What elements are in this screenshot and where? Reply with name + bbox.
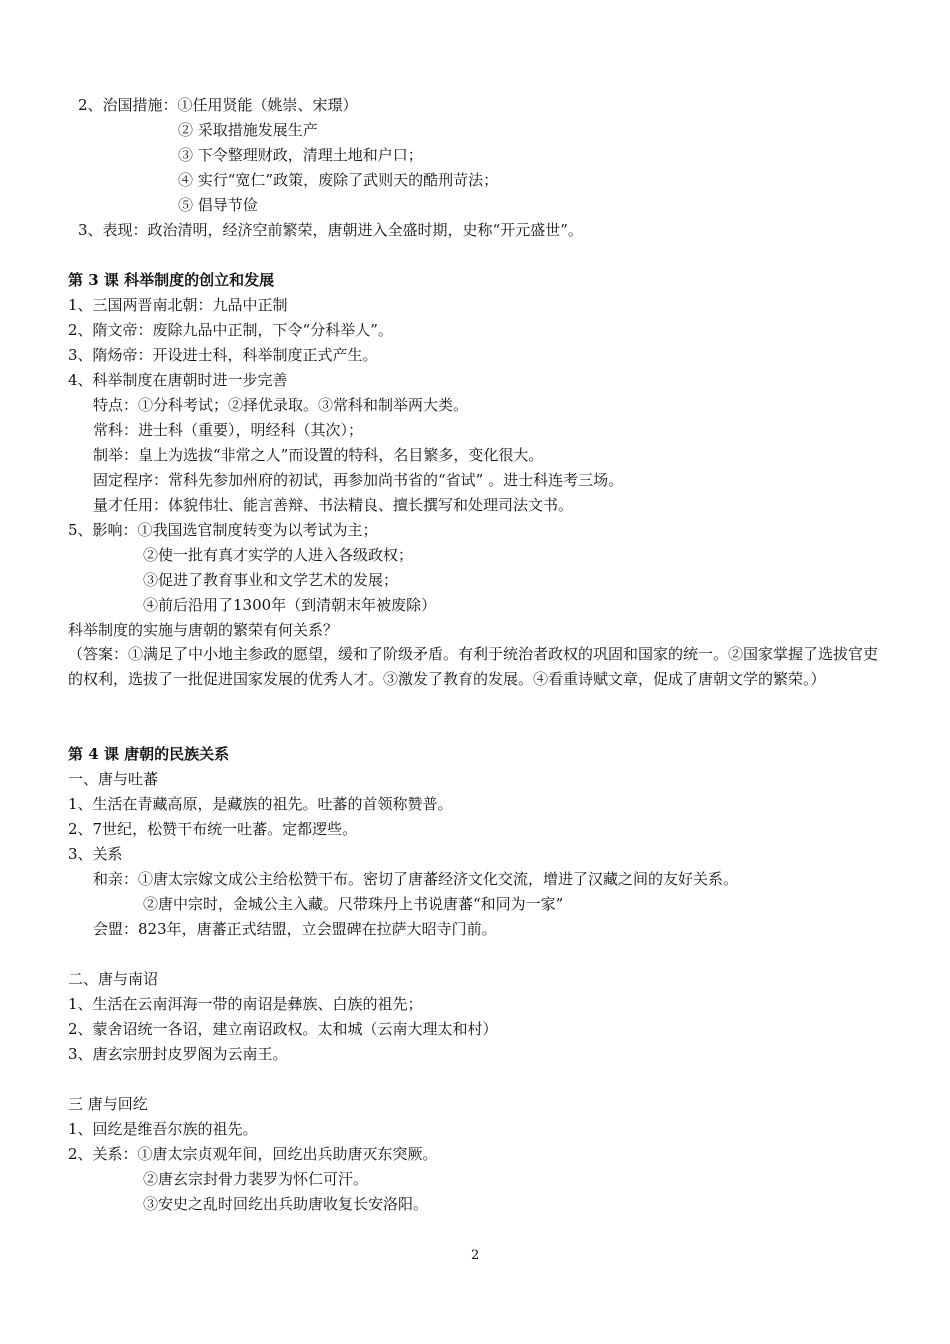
tubo-heading: 一、唐与吐蕃 [68,770,159,788]
tubo-item: 1、生活在青藏高原，是藏族的祖先。吐蕃的首领称赞普。 [68,795,453,813]
lesson3-title: 第 3 课 科举制度的创立和发展 [68,271,275,289]
measure-item: ③ 下令整理财政，清理土地和户口； [178,146,423,164]
huihe-heading: 三 唐与回纥 [68,1095,148,1113]
lesson3-detail: 常科：进士科（重要），明经科（其次）； [93,421,364,439]
huihe-relation-item: ③安史之乱时回纥出兵助唐收复长安洛阳。 [143,1195,429,1213]
influence-label: 5、影响：①我国选官制度转变为以考试为主； [68,521,378,539]
lesson4-title: 第 4 课 唐朝的民族关系 [68,745,230,763]
influence-item: ②使一批有真才实学的人进入各级政权； [143,546,414,564]
huihe-relation-label: 2、关系：①唐太宗贞观年间，回纥出兵助唐灭东突厥。 [68,1145,438,1163]
lesson3-item: 2、隋文帝：废除九品中正制，下令“分科举人”。 [68,321,393,339]
huihe-relation-item: ②唐玄宗封骨力裴罗为怀仁可汗。 [143,1170,369,1188]
measure-item: ④ 实行“宽仁”政策，废除了武则天的酷刑苛法； [178,171,499,189]
tubo-item: 2、7世纪，松赞干布统一吐蕃。定都逻些。 [68,820,358,838]
nanzhao-item: 1、生活在云南洱海一带的南诏是彝族、白族的祖先； [68,995,423,1013]
lesson3-item: 4、科举制度在唐朝时进一步完善 [68,371,288,389]
lesson3-detail: 特点：①分科考试；②择优录取。③常科和制举两大类。 [93,396,469,414]
huihe-item: 1、回纥是维吾尔族的祖先。 [68,1120,258,1138]
lesson3-detail: 量才任用：体貌伟壮、能言善辩、书法精良、擅长撰写和处理司法文书。 [93,496,574,514]
page-number: 2 [471,1248,480,1263]
influence-item: ③促进了教育事业和文学艺术的发展； [143,571,399,589]
measure-item: ② 采取措施发展生产 [178,121,318,139]
measures-label: 2、治国措施：①任用贤能（姚崇、宋璟） [78,96,358,114]
nanzhao-heading: 二、唐与南诏 [68,970,159,988]
result-line: 3、表现：政治清明，经济空前繁荣，唐朝进入全盛时期，史称“开元盛世”。 [78,221,583,239]
heqin-line: ②唐中宗时，金城公主入藏。尺带珠丹上书说唐蕃“和同为一家” [143,895,564,913]
lesson3-item: 3、隋炀帝：开设进士科，科举制度正式产生。 [68,346,378,364]
lesson3-item: 1、三国两晋南北朝：九品中正制 [68,296,288,314]
huimeng-line: 会盟：823年，唐蕃正式结盟，立会盟碑在拉萨大昭寺门前。 [93,920,497,938]
tubo-item: 3、关系 [68,845,123,863]
answer-paragraph: （答案：①满足了中小地主参政的愿望，缓和了阶级矛盾。有利于统治者政权的巩固和国家的统一。②国家掌握了选拔官吏的权利，选拔了一批促进国家发展的优秀人才。③激发了教育的发展。④看重诗赋文章，促成了唐朝文学的繁荣。） [68,645,879,688]
heqin-line: 和亲：①唐太宗嫁文成公主给松赞干布。密切了唐蕃经济文化交流，增进了汉藏之间的友好关系。 [93,870,739,888]
nanzhao-item: 3、唐玄宗册封皮罗阁为云南王。 [68,1045,288,1063]
lesson3-detail: 固定程序：常科先参加州府的初试，再参加尚书省的“省试” 。进士科连考三场。 [93,471,624,489]
influence-item: ④前后沿用了1300年（到清朝末年被废除） [143,596,437,614]
lesson3-detail: 制举：皇上为选拔“非常之人”而设置的特科，名目繁多，变化很大。 [93,446,544,464]
measure-item: ⑤ 倡导节俭 [178,196,258,214]
question-line: 科举制度的实施与唐朝的繁荣有何关系？ [68,621,339,639]
nanzhao-item: 2、蒙舍诏统一各诏，建立南诏政权。太和城（云南大理太和村） [68,1020,498,1038]
